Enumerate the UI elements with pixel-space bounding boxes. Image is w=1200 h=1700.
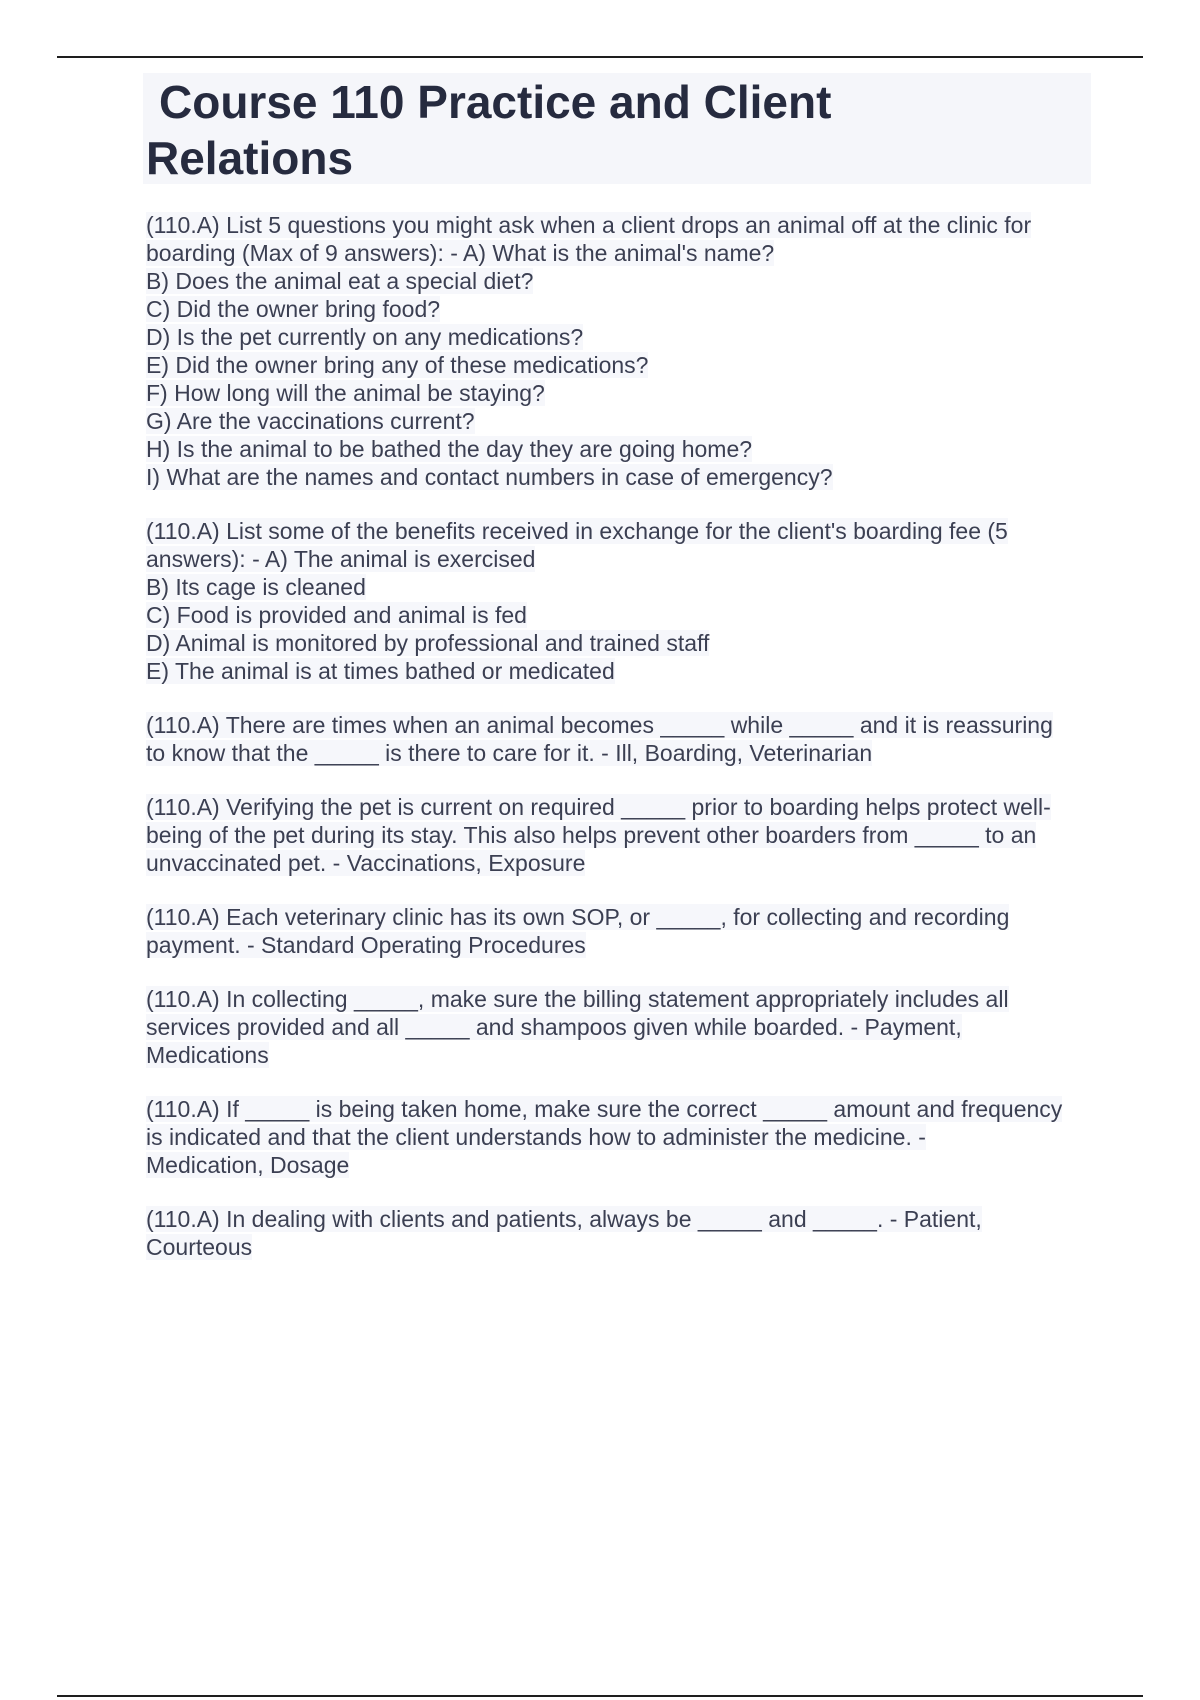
flashcard-2-line-6: E) The animal is at times bathed or medicated xyxy=(146,658,615,684)
flashcard-7-line-2: is indicated and that the client understands how to administer the medicine. - xyxy=(146,1124,926,1150)
flashcard-1-line-2: boarding (Max of 9 answers): - A) What is the animal's name? xyxy=(146,240,775,266)
flashcard-4-line-1: (110.A) Verifying the pet is current on required _____ prior to boarding helps protect well- xyxy=(146,794,1051,820)
flashcard-8 xyxy=(146,1205,1096,1261)
flashcard-1-line-6: E) Did the owner bring any of these medications? xyxy=(146,352,649,378)
flashcard-3-line-2: to know that the _____ is there to care for it. - Ill, Boarding, Veterinarian xyxy=(146,740,873,766)
flashcard-1-line-5: D) Is the pet currently on any medications? xyxy=(146,324,584,350)
flashcard-1-line-8: G) Are the vaccinations current? xyxy=(146,408,475,434)
flashcard-1-line-7: F) How long will the animal be staying? xyxy=(146,380,545,406)
flashcard-3 xyxy=(146,711,1096,767)
page-title-line-2: Relations xyxy=(146,132,354,184)
flashcard-6-line-2: services provided and all _____ and shampoos given while boarded. - Payment, xyxy=(146,1014,962,1040)
page-title-line-1: Course 110 Practice and Client xyxy=(159,76,832,128)
flashcard-2 xyxy=(146,517,1096,685)
flashcard-5-line-1: (110.A) Each veterinary clinic has its own SOP, or _____, for collecting and recording xyxy=(146,904,1010,930)
bottom-rule xyxy=(57,1695,1143,1697)
flashcard-4 xyxy=(146,793,1096,877)
flashcard-6-line-3: Medications xyxy=(146,1042,269,1068)
flashcard-6 xyxy=(146,985,1096,1069)
flashcard-5-line-2: payment. - Standard Operating Procedures xyxy=(146,932,586,958)
flashcard-6-line-1: (110.A) In collecting _____, make sure the billing statement appropriately includes all xyxy=(146,986,1009,1012)
flashcard-1-line-10: I) What are the names and contact numbers in case of emergency? xyxy=(146,464,833,490)
flashcard-7-line-1: (110.A) If _____ is being taken home, make sure the correct _____ amount and frequency xyxy=(146,1096,1063,1122)
flashcard-1-line-4: C) Did the owner bring food? xyxy=(146,296,441,322)
flashcard-4-line-2: being of the pet during its stay. This also helps prevent other boarders from _____ to an xyxy=(146,822,1037,848)
flashcard-2-line-5: D) Animal is monitored by professional and trained staff xyxy=(146,630,710,656)
flashcard-2-line-4: C) Food is provided and animal is fed xyxy=(146,602,527,628)
flashcard-8-line-1: (110.A) In dealing with clients and patients, always be _____ and _____. - Patient, xyxy=(146,1206,982,1232)
flashcard-1 xyxy=(146,211,1096,491)
flashcard-4-line-3: unvaccinated pet. - Vaccinations, Exposure xyxy=(146,850,586,876)
flashcard-1-line-9: H) Is the animal to be bathed the day they are going home? xyxy=(146,436,753,462)
flashcard-1-line-3: B) Does the animal eat a special diet? xyxy=(146,268,534,294)
flashcard-7 xyxy=(146,1095,1096,1179)
flashcard-1-line-1: (110.A) List 5 questions you might ask when a client drops an animal off at the clinic for xyxy=(146,212,1032,238)
flashcard-list xyxy=(146,211,1096,1287)
page-title xyxy=(146,74,1046,186)
flashcard-3-line-1: (110.A) There are times when an animal becomes _____ while _____ and it is reassuring xyxy=(146,712,1053,738)
flashcard-2-line-2: answers): - A) The animal is exercised xyxy=(146,546,536,572)
flashcard-2-line-1: (110.A) List some of the benefits received in exchange for the client's boarding fee (5 xyxy=(146,518,1008,544)
flashcard-2-line-3: B) Its cage is cleaned xyxy=(146,574,366,600)
flashcard-7-line-3: Medication, Dosage xyxy=(146,1152,350,1178)
flashcard-5 xyxy=(146,903,1096,959)
top-rule xyxy=(57,56,1143,58)
flashcard-8-line-2: Courteous xyxy=(146,1234,253,1260)
